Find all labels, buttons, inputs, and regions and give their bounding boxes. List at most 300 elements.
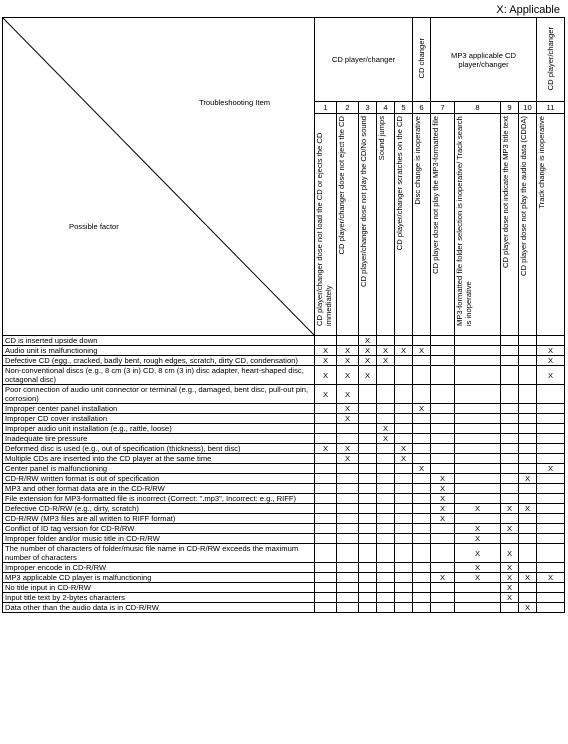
column-header-label: CD player/changer dose not load the CD or ejects the CD immediately [315, 132, 333, 326]
mark-cell [395, 563, 413, 573]
mark-cell [519, 434, 537, 444]
table-row [3, 385, 565, 404]
mark-cell [315, 563, 337, 573]
table-row [3, 346, 565, 356]
table-row [3, 524, 565, 534]
mark-cell [395, 524, 413, 534]
mark-cell [395, 534, 413, 544]
table-row [3, 544, 565, 563]
mark-cell [377, 583, 395, 593]
mark-cell [359, 524, 377, 534]
table-row [3, 603, 565, 613]
factor-cell: Multiple CDs are inserted into the CD player at the same time [3, 454, 315, 464]
mark-cell [519, 414, 537, 424]
legend: X: Applicable [496, 4, 560, 16]
mark-cell [413, 434, 431, 444]
mark-cell [337, 534, 359, 544]
mark-cell [455, 474, 501, 484]
mark-cell [395, 424, 413, 434]
mark-cell [377, 544, 395, 563]
group-cd-player-changer: CD player/changer [315, 18, 413, 102]
mark-cell [501, 464, 519, 474]
mark-cell [431, 534, 455, 544]
mark-cell [455, 385, 501, 404]
mark-cell: X [431, 514, 455, 524]
factor-cell: MP3 and other format data are in the CD-R/RW [3, 484, 315, 494]
column-number: 5 [395, 102, 413, 114]
mark-cell [395, 434, 413, 444]
mark-cell [337, 336, 359, 346]
group-cd-changer: CD changer [413, 18, 431, 102]
mark-cell [315, 573, 337, 583]
mark-cell [413, 414, 431, 424]
factor-cell: Center panel is malfunctioning [3, 464, 315, 474]
factor-cell: Audio unit is malfunctioning [3, 346, 315, 356]
factor-cell: Non-conventional discs (e.g., 8 cm (3 in) CD, 8 cm (3 in) disc adapter, heart-shaped disc, octagonal disc) [3, 366, 315, 385]
column-header-label: MP3-formatted file folder selection is inoperative/ Track search is inoperative [455, 116, 473, 326]
mark-cell: X [337, 444, 359, 454]
mark-cell [519, 424, 537, 434]
column-number: 8 [455, 102, 501, 114]
troubleshooting-table [2, 17, 565, 613]
mark-cell [413, 444, 431, 454]
column-header-label: Track change is inoperative [537, 116, 546, 209]
table-row [3, 356, 565, 366]
mark-cell [315, 484, 337, 494]
mark-cell [519, 593, 537, 603]
mark-cell [431, 336, 455, 346]
column-header-label: CD player dose not play the audio data (CDDA) [519, 116, 528, 276]
mark-cell: X [395, 346, 413, 356]
mark-cell [455, 484, 501, 494]
mark-cell [337, 583, 359, 593]
column-header-label: CD player/changer dose not eject the CD [337, 116, 346, 255]
mark-cell [315, 434, 337, 444]
mark-cell [413, 356, 431, 366]
mark-cell [431, 356, 455, 366]
factor-cell: Improper CD cover installation [3, 414, 315, 424]
mark-cell [501, 385, 519, 404]
table-row [3, 424, 565, 434]
mark-cell [315, 514, 337, 524]
mark-cell [377, 504, 395, 514]
mark-cell [377, 534, 395, 544]
mark-cell [431, 593, 455, 603]
header-corner-cell [3, 18, 315, 336]
mark-cell [501, 346, 519, 356]
factor-cell: CD is inserted upside down [3, 336, 315, 346]
mark-cell [455, 434, 501, 444]
mark-cell [413, 504, 431, 514]
factor-cell: Poor connection of audio unit connector or terminal (e.g., damaged, bent disc, pull-out pin, corrosion) [3, 385, 315, 404]
mark-cell: X [501, 544, 519, 563]
table-row [3, 534, 565, 544]
mark-cell [431, 563, 455, 573]
mark-cell [377, 573, 395, 583]
column-header [395, 114, 413, 336]
mark-cell [519, 444, 537, 454]
mark-cell [315, 404, 337, 414]
mark-cell [519, 544, 537, 563]
mark-cell [413, 583, 431, 593]
mark-cell [395, 494, 413, 504]
mark-cell: X [455, 504, 501, 514]
mark-cell: X [455, 534, 501, 544]
factor-cell: Conflict of ID tag version for CD-R/RW [3, 524, 315, 534]
mark-cell [519, 385, 537, 404]
mark-cell: X [431, 484, 455, 494]
mark-cell [537, 583, 565, 593]
mark-cell [395, 356, 413, 366]
column-header [455, 114, 501, 336]
factor-cell: Input title text by 2-bytes characters [3, 593, 315, 603]
mark-cell [413, 366, 431, 385]
mark-cell: X [537, 366, 565, 385]
column-number: 1 [315, 102, 337, 114]
mark-cell [431, 544, 455, 563]
column-header [359, 114, 377, 336]
mark-cell [431, 424, 455, 434]
mark-cell [519, 563, 537, 573]
mark-cell [431, 414, 455, 424]
mark-cell [315, 464, 337, 474]
mark-cell [377, 404, 395, 414]
mark-cell [359, 514, 377, 524]
mark-cell [337, 514, 359, 524]
table-row [3, 404, 565, 414]
mark-cell [337, 464, 359, 474]
mark-cell [359, 474, 377, 484]
mark-cell [501, 484, 519, 494]
column-header [377, 114, 395, 336]
mark-cell [377, 444, 395, 454]
mark-cell [455, 494, 501, 504]
mark-cell: X [519, 504, 537, 514]
mark-cell [455, 366, 501, 385]
mark-cell [519, 583, 537, 593]
mark-cell [413, 424, 431, 434]
mark-cell [519, 524, 537, 534]
mark-cell: X [359, 366, 377, 385]
mark-cell [431, 346, 455, 356]
factor-cell: CD-R/RW (MP3 files are all written to RIFF format) [3, 514, 315, 524]
mark-cell [315, 474, 337, 484]
factor-cell: Improper encode in CD-R/RW [3, 563, 315, 573]
mark-cell [359, 404, 377, 414]
column-number: 10 [519, 102, 537, 114]
mark-cell: X [501, 504, 519, 514]
mark-cell: X [337, 454, 359, 464]
mark-cell [537, 434, 565, 444]
mark-cell: X [359, 356, 377, 366]
mark-cell [359, 444, 377, 454]
mark-cell [537, 563, 565, 573]
mark-cell [413, 563, 431, 573]
mark-cell [537, 603, 565, 613]
mark-cell [337, 544, 359, 563]
mark-cell [377, 494, 395, 504]
mark-cell [377, 414, 395, 424]
column-header-label: CD player dose not play the MP3-formatted file [431, 116, 440, 274]
table-row [3, 494, 565, 504]
mark-cell [395, 514, 413, 524]
mark-cell [395, 366, 413, 385]
mark-cell [395, 504, 413, 514]
mark-cell [395, 484, 413, 494]
mark-cell [359, 414, 377, 424]
table-row [3, 484, 565, 494]
mark-cell [519, 514, 537, 524]
mark-cell [359, 573, 377, 583]
mark-cell [455, 346, 501, 356]
mark-cell: X [455, 524, 501, 534]
mark-cell: X [337, 414, 359, 424]
mark-cell [377, 603, 395, 613]
table-row [3, 414, 565, 424]
mark-cell [359, 534, 377, 544]
troubleshooting-item-label: Troubleshooting Item [199, 98, 271, 107]
mark-cell [359, 544, 377, 563]
table-row [3, 444, 565, 454]
mark-cell [359, 593, 377, 603]
mark-cell [377, 484, 395, 494]
mark-cell [359, 494, 377, 504]
column-header-label: Sound jumps [377, 116, 386, 161]
mark-cell [395, 464, 413, 474]
mark-cell [413, 484, 431, 494]
mark-cell [395, 583, 413, 593]
mark-cell [537, 484, 565, 494]
mark-cell: X [395, 454, 413, 464]
mark-cell [337, 573, 359, 583]
mark-cell: X [537, 356, 565, 366]
mark-cell [395, 603, 413, 613]
factor-cell: CD-R/RW written format is out of specification [3, 474, 315, 484]
factor-cell: Inadequate tire pressure [3, 434, 315, 444]
mark-cell [315, 494, 337, 504]
mark-cell [455, 464, 501, 474]
mark-cell: X [431, 474, 455, 484]
mark-cell: X [413, 346, 431, 356]
mark-cell [395, 385, 413, 404]
mark-cell [501, 474, 519, 484]
mark-cell [377, 593, 395, 603]
mark-cell [501, 336, 519, 346]
mark-cell: X [501, 573, 519, 583]
mark-cell: X [337, 366, 359, 385]
column-number: 2 [337, 102, 359, 114]
mark-cell: X [377, 346, 395, 356]
table-row [3, 514, 565, 524]
mark-cell [519, 484, 537, 494]
mark-cell [315, 534, 337, 544]
factor-cell: Data other than the audio data is in CD-R/RW [3, 603, 315, 613]
mark-cell [431, 366, 455, 385]
mark-cell [501, 414, 519, 424]
column-number: 9 [501, 102, 519, 114]
table-row [3, 474, 565, 484]
mark-cell [413, 474, 431, 484]
mark-cell [431, 404, 455, 414]
mark-cell [537, 593, 565, 603]
mark-cell: X [501, 563, 519, 573]
mark-cell [359, 583, 377, 593]
mark-cell [377, 464, 395, 474]
mark-cell: X [315, 385, 337, 404]
factor-cell: MP3 applicable CD player is malfunctioning [3, 573, 315, 583]
mark-cell [537, 524, 565, 534]
mark-cell [537, 385, 565, 404]
mark-cell [359, 464, 377, 474]
mark-cell [537, 454, 565, 464]
mark-cell [519, 346, 537, 356]
mark-cell: X [519, 474, 537, 484]
mark-cell [359, 484, 377, 494]
mark-cell [359, 424, 377, 434]
mark-cell [337, 494, 359, 504]
factor-cell: Improper folder and/or music title in CD-R/RW [3, 534, 315, 544]
table-row [3, 464, 565, 474]
mark-cell [395, 336, 413, 346]
mark-cell [315, 424, 337, 434]
column-number: 4 [377, 102, 395, 114]
mark-cell: X [315, 346, 337, 356]
table-row [3, 583, 565, 593]
mark-cell: X [413, 404, 431, 414]
table-row [3, 563, 565, 573]
mark-cell [337, 603, 359, 613]
column-header-label: Disc change is inoperative [413, 116, 422, 205]
factor-cell: No title input in CD-R/RW [3, 583, 315, 593]
mark-cell [377, 385, 395, 404]
mark-cell [519, 534, 537, 544]
mark-cell: X [337, 385, 359, 404]
mark-cell: X [395, 444, 413, 454]
column-header-label: CD player dose not indicate the MP3 title text [501, 116, 510, 268]
mark-cell [501, 494, 519, 504]
mark-cell: X [537, 464, 565, 474]
mark-cell [413, 534, 431, 544]
mark-cell [315, 524, 337, 534]
column-header-label: CD player/changer dose not play the CD/No sound [359, 116, 368, 287]
mark-cell: X [413, 464, 431, 474]
mark-cell [377, 454, 395, 464]
mark-cell [537, 474, 565, 484]
mark-cell [359, 504, 377, 514]
mark-cell [337, 563, 359, 573]
mark-cell [455, 336, 501, 346]
mark-cell [501, 404, 519, 414]
column-number: 6 [413, 102, 431, 114]
mark-cell [455, 414, 501, 424]
mark-cell [519, 356, 537, 366]
mark-cell: X [519, 603, 537, 613]
mark-cell [337, 434, 359, 444]
mark-cell [519, 464, 537, 474]
mark-cell [537, 494, 565, 504]
mark-cell [455, 593, 501, 603]
column-number: 11 [537, 102, 565, 114]
mark-cell: X [315, 356, 337, 366]
mark-cell [455, 444, 501, 454]
mark-cell: X [337, 346, 359, 356]
mark-cell [455, 583, 501, 593]
factor-cell: Deformed disc is used (e.g., out of specification (thickness), bent disc) [3, 444, 315, 454]
mark-cell: X [501, 524, 519, 534]
mark-cell [537, 414, 565, 424]
mark-cell: X [455, 573, 501, 583]
column-number: 3 [359, 102, 377, 114]
mark-cell [431, 454, 455, 464]
factor-cell: File extension for MP3-formatted file is incorrect (Correct: ".mp3", Incorrect: e.g., RIFF) [3, 494, 315, 504]
table-row [3, 434, 565, 444]
mark-cell [413, 494, 431, 504]
mark-cell [431, 444, 455, 454]
mark-cell [315, 583, 337, 593]
diagonal-divider [3, 18, 315, 336]
mark-cell [431, 434, 455, 444]
mark-cell [413, 524, 431, 534]
mark-cell [455, 454, 501, 464]
column-header [501, 114, 519, 336]
mark-cell [413, 573, 431, 583]
mark-cell [315, 504, 337, 514]
factor-cell: The number of characters of folder/music file name in CD-R/RW exceeds the maximum number of characters [3, 544, 315, 563]
mark-cell: X [337, 404, 359, 414]
mark-cell [431, 603, 455, 613]
mark-cell [537, 534, 565, 544]
mark-cell [359, 603, 377, 613]
mark-cell: X [315, 444, 337, 454]
mark-cell [537, 504, 565, 514]
column-header [519, 114, 537, 336]
mark-cell: X [455, 544, 501, 563]
mark-cell: X [359, 336, 377, 346]
mark-cell [413, 593, 431, 603]
mark-cell [413, 603, 431, 613]
mark-cell [337, 484, 359, 494]
mark-cell [501, 366, 519, 385]
mark-cell: X [455, 563, 501, 573]
mark-cell [413, 385, 431, 404]
mark-cell [431, 524, 455, 534]
table-row [3, 336, 565, 346]
table-row [3, 504, 565, 514]
mark-cell [359, 434, 377, 444]
mark-cell [455, 603, 501, 613]
mark-cell [337, 504, 359, 514]
mark-cell [315, 336, 337, 346]
mark-cell [519, 494, 537, 504]
mark-cell [455, 356, 501, 366]
mark-cell [501, 514, 519, 524]
mark-cell [501, 424, 519, 434]
mark-cell [315, 593, 337, 603]
mark-cell [537, 444, 565, 454]
mark-cell [315, 544, 337, 563]
mark-cell [337, 474, 359, 484]
mark-cell [431, 385, 455, 404]
mark-cell [395, 404, 413, 414]
mark-cell [315, 414, 337, 424]
mark-cell: X [315, 366, 337, 385]
mark-cell [537, 424, 565, 434]
mark-cell [455, 424, 501, 434]
mark-cell [537, 514, 565, 524]
mark-cell [377, 366, 395, 385]
mark-cell [337, 524, 359, 534]
mark-cell [377, 563, 395, 573]
